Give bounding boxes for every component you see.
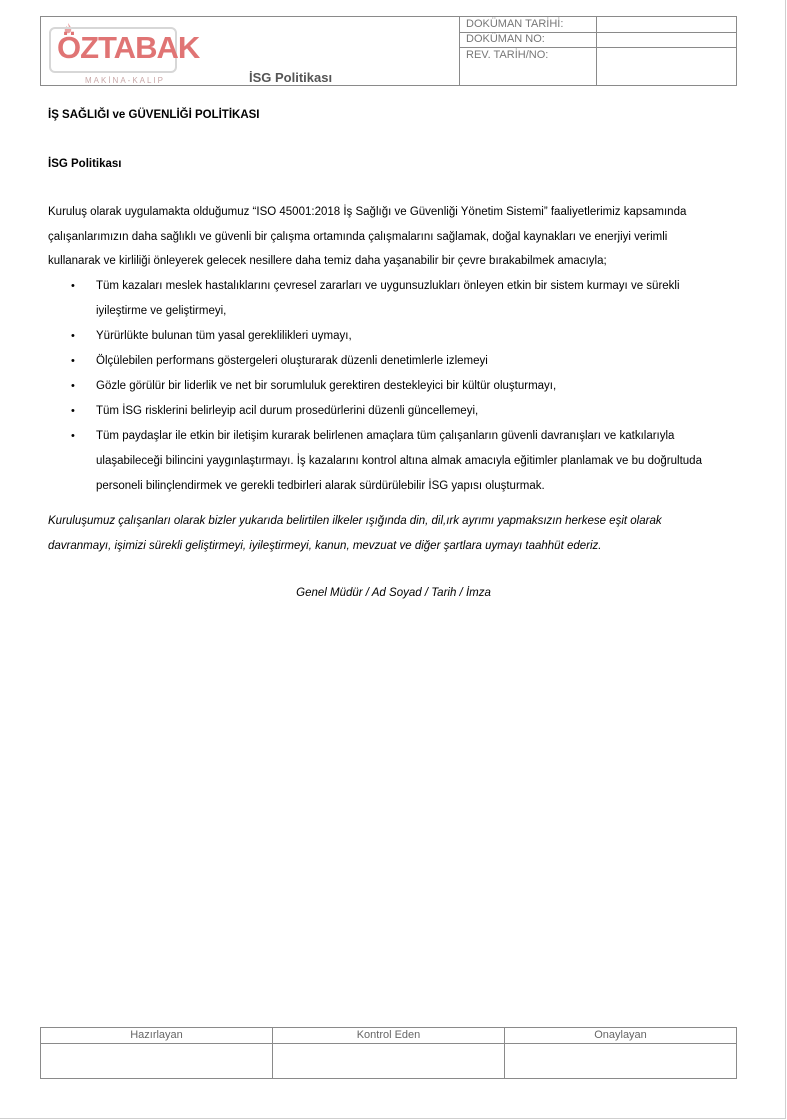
intro-line: Kuruluş olarak uygulamakta olduğumuz “ISO 45001:2018 İş Sağlığı ve Güvenliği Yönetim Sistemi” faaliyetlerimiz kapsamında (48, 206, 687, 218)
meta-row-document-date (459, 17, 736, 33)
meta-row-document-no (459, 32, 736, 48)
list-item-line: Gözle görülür bir liderlik ve net bir sorumluluk gerektiren destekleyici bir kültür oluşturmayı, (96, 380, 557, 392)
policy-main-title: İŞ SAĞLIĞI ve GÜVENLİĞİ POLİTİKASI (48, 109, 260, 121)
list-item-line: Ölçülebilen performans göstergeleri oluşturarak düzenli denetimlerle izlemeyi (96, 355, 488, 367)
policy-bullet-list (0, 274, 787, 499)
approval-column-prepared (41, 1028, 273, 1078)
list-item-line: Yürürlükte bulunan tüm yasal gereklilikleri uymayı, (96, 330, 352, 342)
bullet-icon: • (71, 330, 75, 342)
list-item-line: personeli bilinçlendirmek ve gerekli tedbirleri alarak sürdürülebilir İSG yapısı oluşturmak. (96, 480, 545, 492)
list-item-line: iyileştirme ve geliştirmeyi, (96, 305, 227, 317)
meta-value (598, 17, 736, 32)
approval-table (40, 1027, 737, 1079)
approval-cell (41, 1044, 272, 1078)
logo-subtitle: MAKİNA-KALIP (85, 76, 166, 85)
list-item (0, 324, 787, 349)
intro-paragraph (48, 200, 738, 274)
meta-value (598, 32, 736, 47)
logo-cell (41, 17, 460, 85)
approval-column-checked (273, 1028, 505, 1078)
commitment-paragraph (48, 509, 738, 558)
list-item (0, 349, 787, 374)
list-item (0, 424, 787, 499)
meta-label: REV. TARİH/NO: (459, 48, 597, 85)
list-item-text (96, 424, 787, 499)
list-item-line: Tüm kazaları meslek hastalıklarını çevresel zararları ve uygunsuzlukları önleyen etkin bir sistem kurmayı ve sürekli (96, 280, 680, 292)
list-item-line: Tüm İSG risklerini belirleyip acil durum prosedürlerini düzenli güncellemeyi, (96, 405, 479, 417)
bullet-icon: • (71, 430, 75, 442)
header-document-title: İSG Politikası (249, 70, 333, 85)
list-item-text (96, 399, 787, 424)
policy-subtitle: İSG Politikası (48, 158, 122, 170)
approval-cell (273, 1044, 504, 1078)
bullet-icon: • (71, 280, 75, 292)
signature-line: Genel Müdür / Ad Soyad / Tarih / İmza (296, 587, 491, 599)
meta-label: DOKÜMAN NO: (459, 32, 597, 47)
list-item (0, 274, 787, 324)
approval-column-approved (505, 1028, 736, 1078)
logo-brand: ÖZTABAK (57, 30, 200, 65)
list-item-line: ulaşabileceği bilincini yaygınlaştırmayı. İş kazalarını kontrol altına almak amacıyla eğitimler planlamak ve bu doğrultuda (96, 455, 702, 467)
bullet-icon: • (71, 405, 75, 417)
commitment-line: Kuruluşumuz çalışanları olarak bizler yukarıda belirtilen ilkeler ışığında din, dil,ırk ayrımı yapmaksızın herkese eşit olarak (48, 515, 662, 527)
list-item-text (96, 374, 787, 399)
meta-row-revision (459, 48, 736, 85)
bullet-icon: • (71, 355, 75, 367)
list-item (0, 374, 787, 399)
approval-column-header: Hazırlayan (41, 1028, 272, 1044)
commitment-line: davranmayı, işimizi sürekli geliştirmeyi, iyileştirmeyi, kanun, mevzuat ve diğer şartlara uymayı taahhüt ederiz. (48, 539, 602, 552)
list-item (0, 399, 787, 424)
list-item-line: Tüm paydaşlar ile etkin bir iletişim kurarak belirlenen amaçlara tüm çalışanların güvenli davranışları ve katkılarıyla (96, 430, 675, 442)
approval-cell (505, 1044, 736, 1078)
company-logo (49, 23, 200, 85)
intro-line: kullanarak ve kirliliği önleyerek gelecek nesillere daha temiz daha yaşanabilir bir çevre bırakabilmek amacıyla; (48, 255, 607, 267)
document-meta-table (459, 17, 736, 85)
meta-value (598, 48, 736, 85)
document-header (40, 16, 737, 86)
list-item-text (96, 274, 787, 324)
intro-line: çalışanlarımızın daha sağlıklı ve güvenli bir çalışma ortamında çalışmalarını sağlamak, doğal kaynakları ve enerjiyi verimli (48, 230, 668, 243)
list-item-text (96, 349, 787, 374)
approval-column-header: Kontrol Eden (273, 1028, 504, 1044)
bullet-icon: • (71, 380, 75, 392)
list-item-text (96, 324, 787, 349)
approval-column-header: Onaylayan (505, 1028, 736, 1044)
meta-label: DOKÜMAN TARİHİ: (459, 17, 597, 32)
